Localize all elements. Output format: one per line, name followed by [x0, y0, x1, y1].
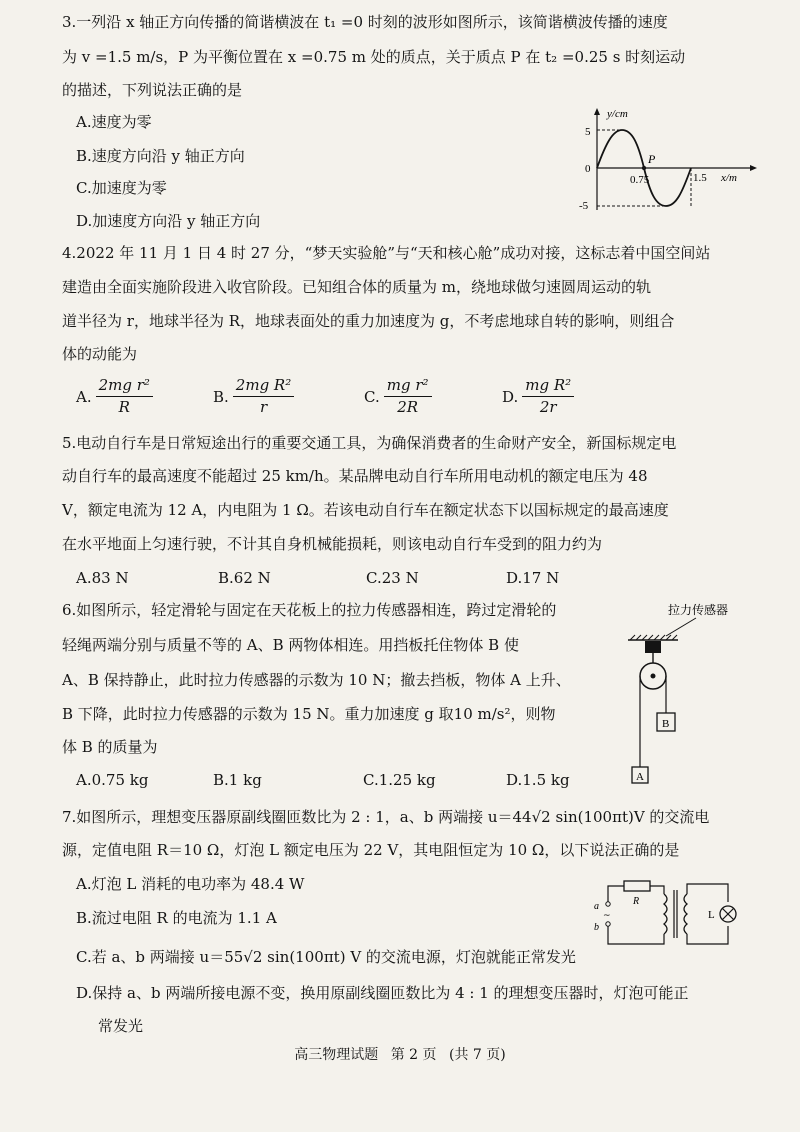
wave-y-label: y/cm [607, 108, 628, 120]
q6-option-c: C.1.25 kg [363, 771, 436, 789]
pulley-axle [651, 674, 656, 679]
q3-option-c: C.加速度为零 [76, 179, 167, 197]
q4-option-b-denominator: r [259, 398, 268, 416]
q7-option-a: A.灯泡 L 消耗的电功率为 48.4 W [76, 875, 305, 893]
q4-option-d-denominator: 2r [539, 398, 557, 416]
q7-option-b: B.流过电阻 R 的电流为 1.1 A [76, 909, 277, 927]
q6-stem-line-1: 6.如图所示，轻定滑轮与固定在天花板上的拉力传感器相连，跨过定滑轮的 [62, 601, 557, 619]
q3-option-a: A.速度为零 [76, 113, 152, 131]
q4-stem-line-2: 建造由全面实施阶段进入收官阶段。已知组合体的质量为 m，绕地球做匀速圆周运动的轨 [62, 278, 651, 296]
wave-x-arrow [750, 165, 757, 171]
q5-option-d: D.17 N [506, 569, 560, 587]
transformer-circuit-figure [588, 874, 748, 954]
footer-page-number: 第 2 页 [390, 1047, 437, 1063]
q4-option-d-label: D. [502, 387, 519, 406]
q5-option-a: A.83 N [76, 569, 129, 587]
q4-stem-line-3: 道半径为 r，地球半径为 R，地球表面处的重力加速度为 g，不考虑地球自转的影响，则组合 [62, 312, 675, 330]
q3-option-d: D.加速度方向沿 y 轴正方向 [76, 212, 261, 230]
sensor-label: 拉力传感器 [668, 603, 729, 617]
q5-stem-line-1: 5.电动自行车是日常短途出行的重要交通工具，为确保消费者的生命财产安全，新国标规定电 [62, 434, 677, 452]
q4-option-a-numerator: 2mg r² [96, 376, 153, 397]
resistor-r [624, 881, 650, 891]
page-footer [0, 1044, 800, 1064]
q4-option-c-label: C. [364, 387, 380, 406]
secondary-coil [684, 894, 687, 934]
footer-total-pages: (共 7 页) [448, 1047, 506, 1063]
wave-x-tick-075: 0.75 [630, 174, 650, 186]
block-a-label: A [636, 771, 644, 783]
q6-stem-line-3: A、B 保持静止，此时拉力传感器的示数为 10 N；撤去挡板，物体 A 上升、 [62, 671, 571, 689]
q3-stem-line-3: 的描述，下列说法正确的是 [62, 81, 243, 99]
primary-coil [664, 894, 667, 934]
wave-x-tick-15: 1.5 [693, 172, 707, 184]
q4-option-b [213, 376, 294, 417]
q4-option-c-denominator: 2R [397, 398, 419, 416]
lamp-l-label: L [708, 909, 715, 921]
q7-option-c: C.若 a、b 两端接 u＝55√2 sin(100πt) V 的交流电源，灯泡就能正常发光 [76, 948, 576, 966]
q4-option-b-label: B. [213, 387, 229, 406]
q4-option-a-label: A. [76, 387, 92, 406]
q7-option-d-line-1: D.保持 a、b 两端所接电源不变，换用原副线圈匝数比为 4 : 1 的理想变压器时，灯泡可能正 [76, 984, 689, 1002]
q4-option-a [76, 376, 153, 417]
wire-secondary-top [687, 884, 728, 902]
wave-y-tick-neg5: -5 [579, 200, 589, 212]
terminal-b-label: b [594, 922, 599, 933]
q4-option-a-denominator: R [118, 398, 130, 416]
wave-graph-figure [575, 105, 775, 215]
q5-stem-line-4: 在水平地面上匀速行驶，不计其自身机械能损耗，则该电动自行车受到的阻力约为 [62, 535, 603, 553]
q6-option-b: B.1 kg [213, 771, 262, 789]
q5-stem-line-2: 动自行车的最高速度不能超过 25 km/h。某品牌电动自行车所用电动机的额定电压为 48 [62, 467, 648, 485]
q7-option-d-line-2: 常发光 [98, 1017, 144, 1035]
q4-stem-line-4: 体的动能为 [62, 345, 138, 363]
sensor-leader-line [666, 618, 696, 636]
q6-stem-line-4: B 下降，此时拉力传感器的示数为 15 N。重力加速度 g 取10 m/s²，则物 [62, 705, 556, 723]
wire-primary-bottom [608, 926, 664, 944]
q3-stem-line-1: 3.一列沿 x 轴正方向传播的简谐横波在 t₁ =0 时刻的波形如图所示，该简谐横波传播的速度 [62, 13, 668, 31]
wave-y-arrow [594, 108, 600, 115]
q6-option-a: A.0.75 kg [76, 771, 149, 789]
q6-stem-line-5: 体 B 的质量为 [62, 738, 158, 756]
force-sensor [645, 641, 661, 653]
terminal-a [606, 902, 610, 906]
q5-option-b: B.62 N [218, 569, 271, 587]
wire-secondary-bottom [687, 926, 728, 944]
point-p-label: P [648, 152, 656, 166]
wave-y-tick-5: 5 [585, 126, 591, 138]
wave-x-label: x/m [721, 172, 737, 184]
q4-option-c [364, 376, 432, 417]
terminal-a-label: a [594, 901, 599, 912]
q6-stem-line-2: 轻绳两端分别与质量不等的 A、B 两物体相连。用挡板托住物体 B 使 [62, 636, 519, 654]
q4-option-c-numerator: mg r² [384, 376, 432, 397]
q4-option-d [502, 376, 574, 417]
q6-option-d: D.1.5 kg [506, 771, 570, 789]
q4-stem-line-1: 4.2022 年 11 月 1 日 4 时 27 分，“梦天实验舱”与“天和核心舱”成功对接，这标志着中国空间站 [62, 244, 711, 262]
q4-option-b-numerator: 2mg R² [233, 376, 294, 397]
block-b-label: B [662, 718, 670, 730]
q3-option-b: B.速度方向沿 y 轴正方向 [76, 147, 245, 165]
terminal-b [606, 922, 610, 926]
q7-stem-line-1: 7.如图所示，理想变压器原副线圈匝数比为 2 : 1，a、b 两端接 u＝44√2 sin(100πt)V 的交流电 [62, 808, 710, 826]
point-p-marker [642, 166, 646, 170]
q3-stem-line-2: 为 v =1.5 m/s，P 为平衡位置在 x =0.75 m 处的质点，关于质点 P 在 t₂ =0.25 s 时刻运动 [62, 48, 686, 66]
wire-primary-top-left [608, 886, 624, 902]
footer-subject: 高三物理试题 [294, 1047, 379, 1063]
pulley-figure [608, 600, 768, 785]
q5-option-c: C.23 N [366, 569, 419, 587]
ac-symbol: ~ [603, 911, 611, 921]
q7-stem-line-2: 源，定值电阻 R＝10 Ω，灯泡 L 额定电压为 22 V，其电阻恒定为 10 Ω，以下说法正确的是 [62, 841, 680, 859]
wire-primary-top-right [650, 886, 664, 894]
resistor-r-label: R [633, 896, 640, 907]
wave-y-tick-0: 0 [585, 163, 591, 175]
q4-option-d-numerator: mg R² [522, 376, 574, 397]
q5-stem-line-3: V，额定电流为 12 A，内电阻为 1 Ω。若该电动自行车在额定状态下以国标规定的最高速度 [62, 501, 669, 519]
